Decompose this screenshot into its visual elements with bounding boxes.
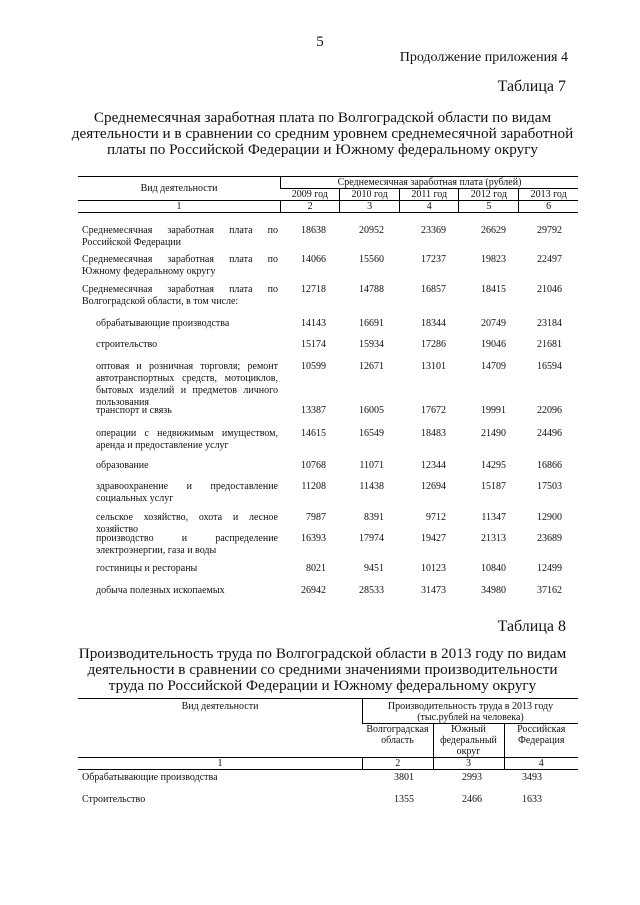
table8-title-line: Производительность труда по Волгоградской области в 2013 году по видам bbox=[78, 645, 567, 662]
appendix-note: Продолжение приложения 4 bbox=[399, 50, 568, 65]
table7-year: 2010 год bbox=[340, 189, 400, 201]
row-value: 26629 bbox=[481, 225, 506, 236]
row-value: 10840 bbox=[481, 563, 506, 574]
row-name: Среднемесячная заработная плата по Российской Федерации bbox=[82, 225, 278, 248]
row-value: 20952 bbox=[359, 225, 384, 236]
row-value: 12499 bbox=[537, 563, 562, 574]
row-value: 18344 bbox=[421, 318, 446, 329]
row-value: 34980 bbox=[481, 585, 506, 596]
row-value: 21046 bbox=[537, 284, 562, 295]
table7-label: Таблица 7 bbox=[497, 78, 566, 95]
row-value: 14709 bbox=[481, 361, 506, 372]
row-value: 16549 bbox=[359, 428, 384, 439]
table7-col-number: 3 bbox=[340, 201, 400, 213]
table8-label: Таблица 8 bbox=[497, 618, 566, 635]
row-value: 31473 bbox=[421, 585, 446, 596]
table7-title-line: деятельности и в сравнении со средним уровнем среднемесячной заработной bbox=[71, 125, 574, 142]
row-value: 20749 bbox=[481, 318, 506, 329]
table7-col-number: 5 bbox=[459, 201, 519, 213]
table7-year: 2012 год bbox=[459, 189, 519, 201]
table7-col-number: 1 bbox=[176, 201, 182, 212]
row-value: 21313 bbox=[481, 533, 506, 544]
row-value: 1633 bbox=[522, 794, 542, 805]
row-name: Среднемесячная заработная плата по Волгоградской области, в том числе: bbox=[82, 284, 278, 307]
row-name: образование bbox=[96, 460, 149, 471]
table8-subcol: Российская Федерация bbox=[504, 724, 578, 758]
row-value: 2993 bbox=[462, 772, 482, 783]
row-value: 22096 bbox=[537, 405, 562, 416]
table8-header bbox=[78, 698, 578, 770]
row-value: 3801 bbox=[394, 772, 414, 783]
row-value: 9451 bbox=[364, 563, 384, 574]
row-value: 24496 bbox=[537, 428, 562, 439]
row-name: добыча полезных ископаемых bbox=[96, 585, 225, 596]
table7-year: 2013 год bbox=[519, 189, 578, 201]
row-value: 23369 bbox=[421, 225, 446, 236]
row-name: Обрабатывающие производства bbox=[82, 772, 218, 783]
row-value: 12900 bbox=[537, 512, 562, 523]
row-value: 16393 bbox=[301, 533, 326, 544]
table8-col-number: 3 bbox=[433, 758, 504, 770]
table7-year: 2009 год bbox=[281, 189, 340, 201]
table8-col-number: 4 bbox=[504, 758, 578, 770]
row-value: 29792 bbox=[537, 225, 562, 236]
row-value: 26942 bbox=[301, 585, 326, 596]
row-value: 23184 bbox=[537, 318, 562, 329]
row-name: обрабатывающие производства bbox=[96, 318, 230, 329]
row-value: 12718 bbox=[301, 284, 326, 295]
row-value: 14788 bbox=[359, 284, 384, 295]
row-value: 16691 bbox=[359, 318, 384, 329]
table7-title bbox=[70, 110, 575, 158]
row-value: 13387 bbox=[301, 405, 326, 416]
row-name: транспорт и связь bbox=[96, 405, 172, 416]
table8-col-group: Производительность труда в 2013 году (тыс.рублей на человека) bbox=[363, 699, 579, 724]
row-value: 10599 bbox=[301, 361, 326, 372]
row-name: гостиницы и рестораны bbox=[96, 563, 198, 574]
row-name: Среднемесячная заработная плата по Южному федеральному округу bbox=[82, 254, 278, 277]
row-value: 18415 bbox=[481, 284, 506, 295]
row-value: 17286 bbox=[421, 339, 446, 350]
row-name: производство и распределение электроэнергии, газа и воды bbox=[96, 533, 278, 556]
row-value: 15187 bbox=[481, 481, 506, 492]
row-name: операции с недвижимым имуществом, аренда и предоставление услуг bbox=[96, 428, 278, 451]
table8-col-number: 2 bbox=[363, 758, 434, 770]
row-name: здравоохранение и предоставление социальных услуг bbox=[96, 481, 278, 504]
row-value: 19427 bbox=[421, 533, 446, 544]
row-value: 8391 bbox=[364, 512, 384, 523]
row-value: 17672 bbox=[421, 405, 446, 416]
row-name: оптовая и розничная торговля; ремонт автотранспортных средств, мотоциклов, бытовых изделий и предметов личного пользования bbox=[96, 361, 278, 408]
row-value: 23689 bbox=[537, 533, 562, 544]
table8-col-number: 1 bbox=[217, 758, 223, 769]
table7-col-number: 4 bbox=[400, 201, 459, 213]
page-number: 5 bbox=[316, 34, 324, 50]
row-value: 15174 bbox=[301, 339, 326, 350]
row-value: 18483 bbox=[421, 428, 446, 439]
row-value: 12671 bbox=[359, 361, 384, 372]
table7-header bbox=[78, 176, 578, 213]
table7-year: 2011 год bbox=[400, 189, 459, 201]
row-value: 28533 bbox=[359, 585, 384, 596]
row-value: 11347 bbox=[481, 512, 506, 523]
row-value: 14066 bbox=[301, 254, 326, 265]
table7-col-number: 2 bbox=[281, 201, 340, 213]
row-value: 9712 bbox=[426, 512, 446, 523]
row-value: 10768 bbox=[301, 460, 326, 471]
row-value: 21681 bbox=[537, 339, 562, 350]
table8-title-line: труда по Российской Федерации и Южному федеральному округу bbox=[108, 677, 537, 694]
row-value: 14295 bbox=[481, 460, 506, 471]
row-value: 14615 bbox=[301, 428, 326, 439]
table7-col-group: Среднемесячная заработная плата (рублей) bbox=[281, 177, 579, 189]
row-value: 16866 bbox=[537, 460, 562, 471]
row-value: 16857 bbox=[421, 284, 446, 295]
row-value: 10123 bbox=[421, 563, 446, 574]
row-value: 1355 bbox=[394, 794, 414, 805]
row-value: 15934 bbox=[359, 339, 384, 350]
row-value: 2466 bbox=[462, 794, 482, 805]
row-name: строительство bbox=[96, 339, 158, 350]
row-value: 16594 bbox=[537, 361, 562, 372]
row-value: 22497 bbox=[537, 254, 562, 265]
row-value: 12694 bbox=[421, 481, 446, 492]
row-value: 19046 bbox=[481, 339, 506, 350]
table8-col-activity: Вид деятельности bbox=[181, 701, 259, 712]
row-value: 21490 bbox=[481, 428, 506, 439]
table7-col-activity: Вид деятельности bbox=[140, 183, 218, 194]
table7-col-number: 6 bbox=[519, 201, 578, 213]
row-value: 3493 bbox=[522, 772, 542, 783]
row-name: сельское хозяйство, охота и лесное хозяйство bbox=[96, 512, 278, 535]
row-value: 11208 bbox=[301, 481, 326, 492]
row-value: 16005 bbox=[359, 405, 384, 416]
row-value: 18638 bbox=[301, 225, 326, 236]
table8-title bbox=[70, 646, 575, 694]
row-value: 7987 bbox=[306, 512, 326, 523]
table8-subcol: Южный федеральный округ bbox=[433, 724, 504, 758]
row-value: 12344 bbox=[421, 460, 446, 471]
row-value: 13101 bbox=[421, 361, 446, 372]
row-value: 11071 bbox=[359, 460, 384, 471]
table7-title-line: Среднемесячная заработная плата по Волгоградской области по видам bbox=[93, 109, 552, 126]
row-value: 37162 bbox=[537, 585, 562, 596]
table8-title-line: деятельности в сравнении со средними значениями производительности bbox=[87, 661, 558, 678]
row-value: 19991 bbox=[481, 405, 506, 416]
row-value: 17237 bbox=[421, 254, 446, 265]
row-value: 15560 bbox=[359, 254, 384, 265]
row-value: 8021 bbox=[306, 563, 326, 574]
table8-subcol: Волгоградская область bbox=[363, 724, 434, 758]
table7-title-line: платы по Российской Федерации и Южному федеральному округу bbox=[106, 141, 539, 158]
row-name: Строительство bbox=[82, 794, 146, 805]
row-value: 11438 bbox=[359, 481, 384, 492]
row-value: 19823 bbox=[481, 254, 506, 265]
row-value: 14143 bbox=[301, 318, 326, 329]
row-value: 17974 bbox=[359, 533, 384, 544]
row-value: 17503 bbox=[537, 481, 562, 492]
